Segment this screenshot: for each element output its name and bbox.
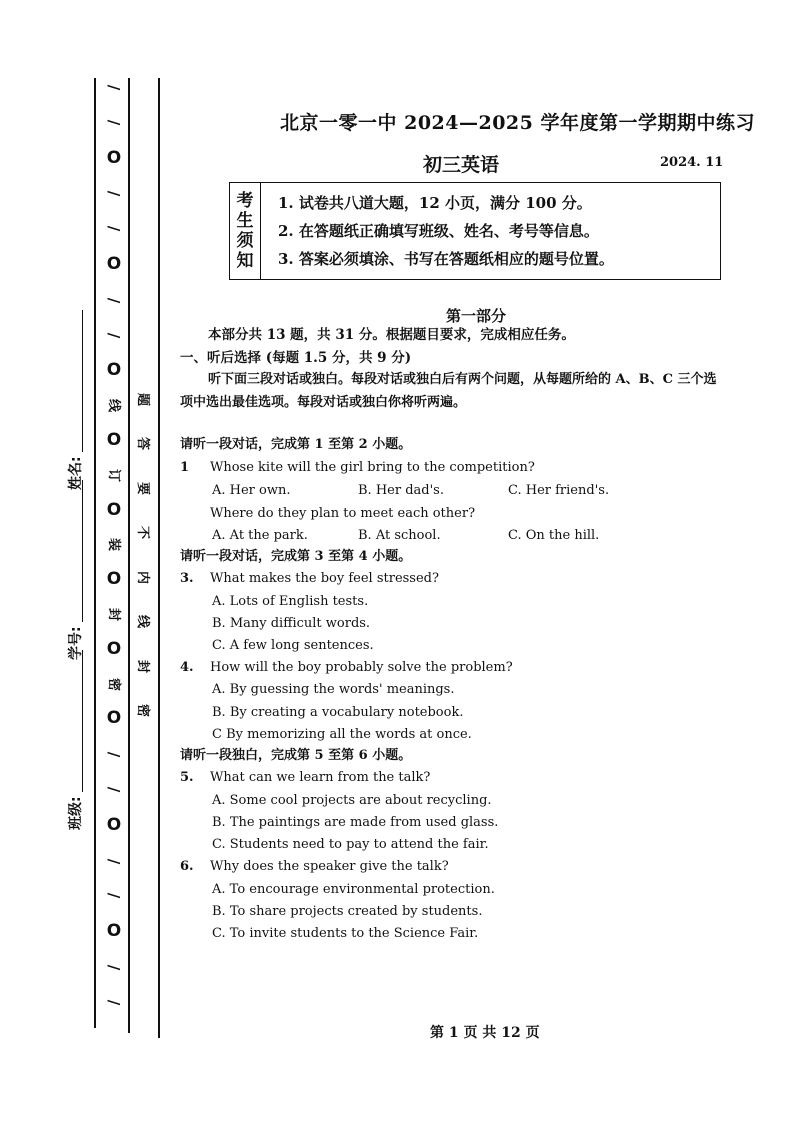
- q3-option-c: C. A few long sentences.: [212, 638, 374, 653]
- q3-number: 3.: [180, 571, 194, 586]
- q1-option-c: C. Her friend's.: [508, 483, 610, 498]
- no-answer-char: 答: [135, 437, 151, 451]
- exam-date: 2024. 11: [660, 155, 724, 170]
- cut-ring: O: [106, 360, 122, 381]
- q4-option-c: C By memorizing all the words at once.: [212, 727, 472, 742]
- part-intro: 本部分共 13 题，共 31 分。根据题目要求，完成相应任务。: [208, 327, 575, 343]
- q5-text: What can we learn from the talk?: [210, 770, 431, 785]
- q3-text: What makes the boy feel stressed?: [210, 571, 439, 586]
- notice-label: [230, 183, 261, 279]
- cut-slash: /: [105, 858, 124, 864]
- cut-slash: /: [105, 297, 124, 304]
- cut-slash: /: [105, 119, 124, 126]
- q2-option-a: A. At the park.: [212, 528, 308, 543]
- cut-slash: /: [105, 999, 124, 1005]
- page-number: 第 1 页 共 12 页: [430, 1025, 540, 1041]
- no-answer-char: 内: [135, 570, 151, 584]
- binding-line-right: [158, 78, 160, 1038]
- exam-subject: 初三英语: [423, 154, 500, 176]
- cut-ring: O: [106, 638, 122, 659]
- no-answer-char: 线: [135, 615, 151, 629]
- no-answer-char: 不: [135, 526, 151, 540]
- group-3-prompt: 请听一段独白，完成第 5 至第 6 小题。: [180, 748, 412, 763]
- no-answer-zone-labels: [136, 390, 154, 720]
- student-id-field[interactable]: [60, 480, 90, 660]
- section-instruction-2: 项中选出最佳选项。每段对话或独白你将听两遍。: [180, 395, 467, 410]
- q5-number: 5.: [180, 770, 194, 785]
- section-title: 一、听后选择 (每题 1.5 分，共 9 分): [180, 350, 412, 366]
- q1-text: Whose kite will the girl bring to the competition?: [210, 460, 535, 475]
- name-underline: [68, 310, 83, 452]
- q1-option-b: B. Her dad's.: [358, 483, 444, 498]
- binding-label-xian: 线: [106, 399, 122, 413]
- notice-item: 1. 试卷共八道大题，12 小页，满分 100 分。: [278, 194, 592, 212]
- notice-item: 3. 答案必须填涂、书写在答题纸相应的题号位置。: [278, 250, 614, 268]
- q6-option-a: A. To encourage environmental protection.: [212, 882, 495, 897]
- notice-items: [278, 189, 716, 273]
- part-title: 第一部分: [446, 307, 507, 325]
- cut-ring: O: [106, 147, 122, 168]
- binding-label-mi: 密: [106, 677, 122, 691]
- q4-text: How will the boy probably solve the problem?: [210, 660, 513, 675]
- student-info: [60, 310, 90, 830]
- group-2-prompt: 请听一段对话，完成第 3 至第 4 小题。: [180, 549, 412, 564]
- q1-number: 1: [180, 460, 190, 475]
- student-id-label: 学号:: [68, 626, 84, 660]
- cut-slash: /: [105, 893, 124, 899]
- cut-ring: O: [106, 569, 122, 590]
- class-label: 班级:: [68, 796, 84, 830]
- notice-label-char: 须: [236, 231, 254, 251]
- cut-ring: O: [106, 921, 122, 942]
- binding-label-ding: 订: [106, 468, 122, 482]
- q3-option-a: A. Lots of English tests.: [212, 594, 369, 609]
- q5-option-c: C. Students need to pay to attend the fair.: [212, 837, 489, 852]
- no-answer-char: 封: [135, 659, 151, 673]
- no-answer-char: 要: [135, 481, 151, 495]
- q6-text: Why does the speaker give the talk?: [210, 859, 449, 874]
- no-answer-char: 题: [135, 392, 151, 407]
- q6-option-c: C. To invite students to the Science Fair.: [212, 926, 479, 941]
- name-label: 姓名:: [68, 456, 84, 490]
- binding-line-left: [94, 78, 96, 1028]
- q1-option-a: A. Her own.: [212, 483, 291, 498]
- cut-ring: O: [106, 499, 122, 520]
- q2-text: Where do they plan to meet each other?: [210, 506, 476, 521]
- notice-item: 2. 在答题纸正确填写班级、姓名、考号等信息。: [278, 222, 599, 240]
- binding-line-middle: [128, 78, 130, 1033]
- class-field[interactable]: [60, 650, 90, 830]
- q4-number: 4.: [180, 660, 194, 675]
- notice-label-char: 生: [236, 211, 254, 231]
- q4-option-b: B. By creating a vocabulary notebook.: [212, 705, 464, 720]
- cut-ring: O: [106, 708, 122, 729]
- cut-slash: /: [105, 191, 124, 197]
- notice-label-char: 考: [236, 191, 254, 211]
- q2-option-c: C. On the hill.: [508, 528, 600, 543]
- q6-option-b: B. To share projects created by students.: [212, 904, 483, 919]
- no-answer-char: 密: [135, 703, 151, 717]
- name-field[interactable]: [60, 310, 90, 490]
- q5-option-b: B. The paintings are made from used glass.: [212, 815, 499, 830]
- cut-ring: O: [106, 429, 122, 450]
- notice-label-char: 知: [236, 251, 254, 271]
- q5-option-a: A. Some cool projects are about recycling.: [212, 793, 492, 808]
- binding-label-zhuang: 装: [106, 538, 122, 552]
- binding-label-feng: 封: [106, 607, 122, 621]
- class-underline: [68, 650, 83, 792]
- q2-option-b: B. At school.: [358, 528, 441, 543]
- cut-slash: /: [105, 84, 124, 91]
- q3-option-b: B. Many difficult words.: [212, 616, 371, 631]
- cut-slash: /: [105, 964, 124, 971]
- student-id-underline: [68, 480, 83, 622]
- cut-slash: /: [105, 786, 124, 793]
- q4-option-a: A. By guessing the words' meanings.: [212, 682, 455, 697]
- group-1-prompt: 请听一段对话，完成第 1 至第 2 小题。: [180, 437, 412, 452]
- section-instruction-1: 听下面三段对话或独白。每段对话或独白后有两个问题，从每题所给的 A、B、C 三个选: [208, 372, 717, 387]
- cut-line-column: [104, 80, 124, 1010]
- cut-ring: O: [106, 814, 122, 835]
- candidate-notice-box: [229, 182, 721, 280]
- cut-slash: /: [105, 225, 124, 232]
- cut-slash: /: [105, 751, 124, 758]
- cut-ring: O: [106, 253, 122, 274]
- q6-number: 6.: [180, 859, 194, 874]
- cut-slash: /: [105, 332, 124, 338]
- exam-title: 北京一零一中 2024—2025 学年度第一学期期中练习: [280, 112, 755, 134]
